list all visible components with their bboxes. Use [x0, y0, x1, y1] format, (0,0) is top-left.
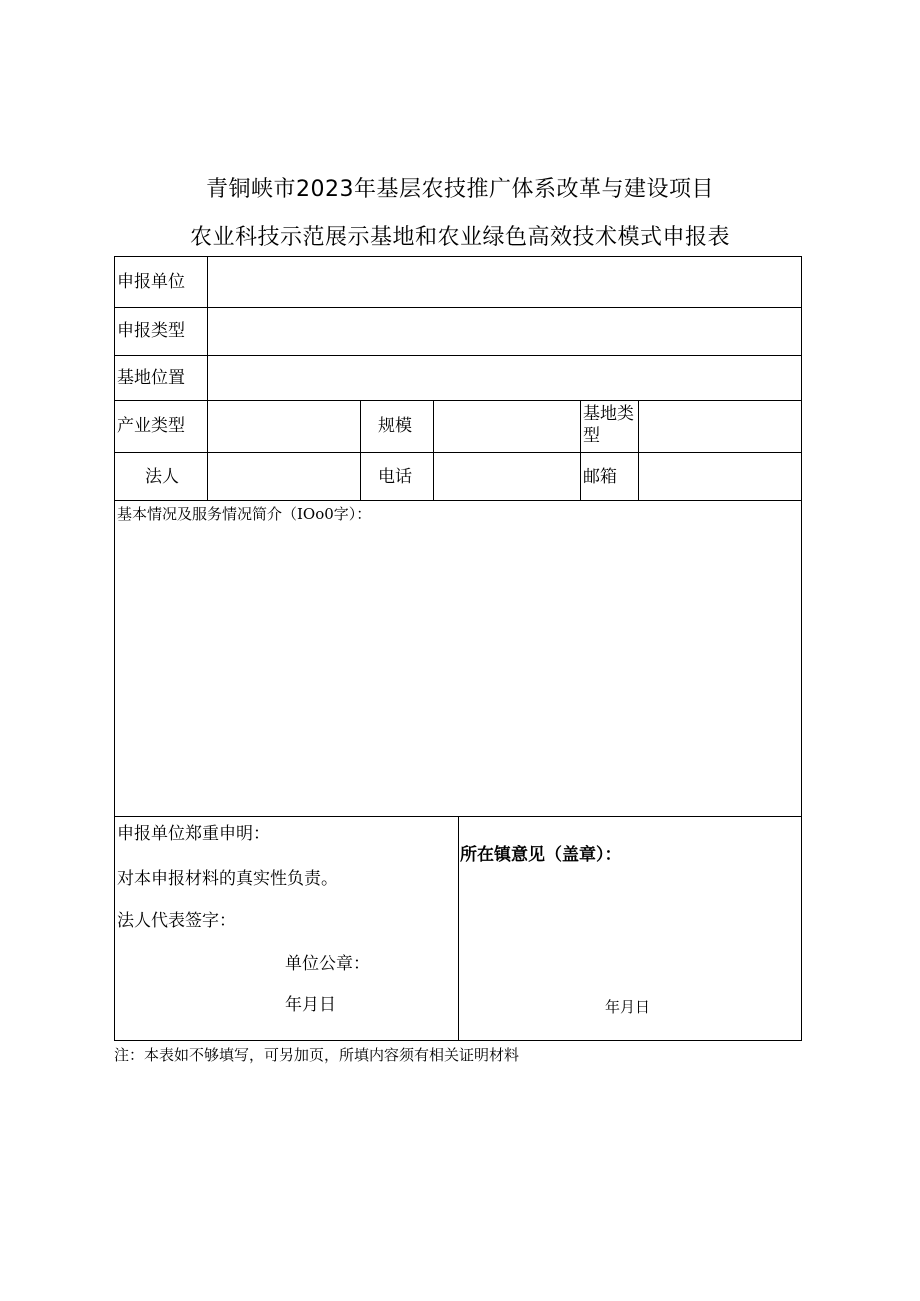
footnote: 注：本表如不够填写，可另加页，所填内容须有相关证明材料: [114, 1046, 520, 1064]
industry-input[interactable]: [209, 401, 359, 452]
legal-signature-label[interactable]: 法人代表签字：: [117, 911, 236, 931]
unit-label: 申报单位: [117, 272, 185, 292]
application-form-table: [114, 256, 802, 1041]
industry-label: 产业类型: [117, 416, 185, 436]
phone-label: 电话: [378, 467, 412, 487]
column-divider: [433, 400, 434, 500]
column-divider: [207, 256, 208, 500]
location-input[interactable]: [209, 356, 801, 400]
row-divider: [114, 500, 802, 501]
form-title-line-1: 青铜峡市2023年基层农技推广体系改革与建设项目: [206, 177, 714, 202]
column-divider: [360, 400, 361, 500]
base-type-input[interactable]: [640, 401, 801, 452]
type-input[interactable]: [209, 308, 801, 355]
intro-textarea[interactable]: [115, 526, 801, 815]
type-label: 申报类型: [117, 321, 185, 341]
town-opinion-date: 年月日: [605, 998, 651, 1016]
legal-person-input[interactable]: [209, 453, 359, 500]
column-divider: [580, 400, 581, 500]
phone-input[interactable]: [435, 453, 579, 500]
email-input[interactable]: [640, 453, 801, 500]
declaration-statement: 对本申报材料的真实性负责。: [117, 869, 338, 889]
column-divider: [638, 400, 639, 500]
unit-input[interactable]: [209, 257, 801, 307]
column-divider: [458, 816, 459, 1041]
base-type-label: 基地类: [583, 404, 634, 424]
intro-label: 基本情况及服务情况简介（IOo0字）：: [117, 505, 372, 523]
email-label: 邮箱: [583, 467, 617, 487]
location-label: 基地位置: [117, 368, 185, 388]
base-type-label-cont: 型: [583, 426, 600, 446]
declaration-title: 申报单位郑重申明：: [117, 824, 270, 844]
legal-person-label: 法人: [145, 467, 179, 487]
scale-input[interactable]: [435, 401, 579, 452]
unit-seal-label[interactable]: 单位公章：: [285, 954, 370, 974]
town-opinion-input[interactable]: [460, 871, 800, 991]
scale-label: 规模: [378, 416, 412, 436]
declaration-date: 年月日: [285, 995, 336, 1015]
form-title-line-2: 农业科技示范展示基地和农业绿色高效技术模式申报表: [189, 225, 730, 250]
town-opinion-title: 所在镇意见（盖章）：: [460, 845, 622, 865]
